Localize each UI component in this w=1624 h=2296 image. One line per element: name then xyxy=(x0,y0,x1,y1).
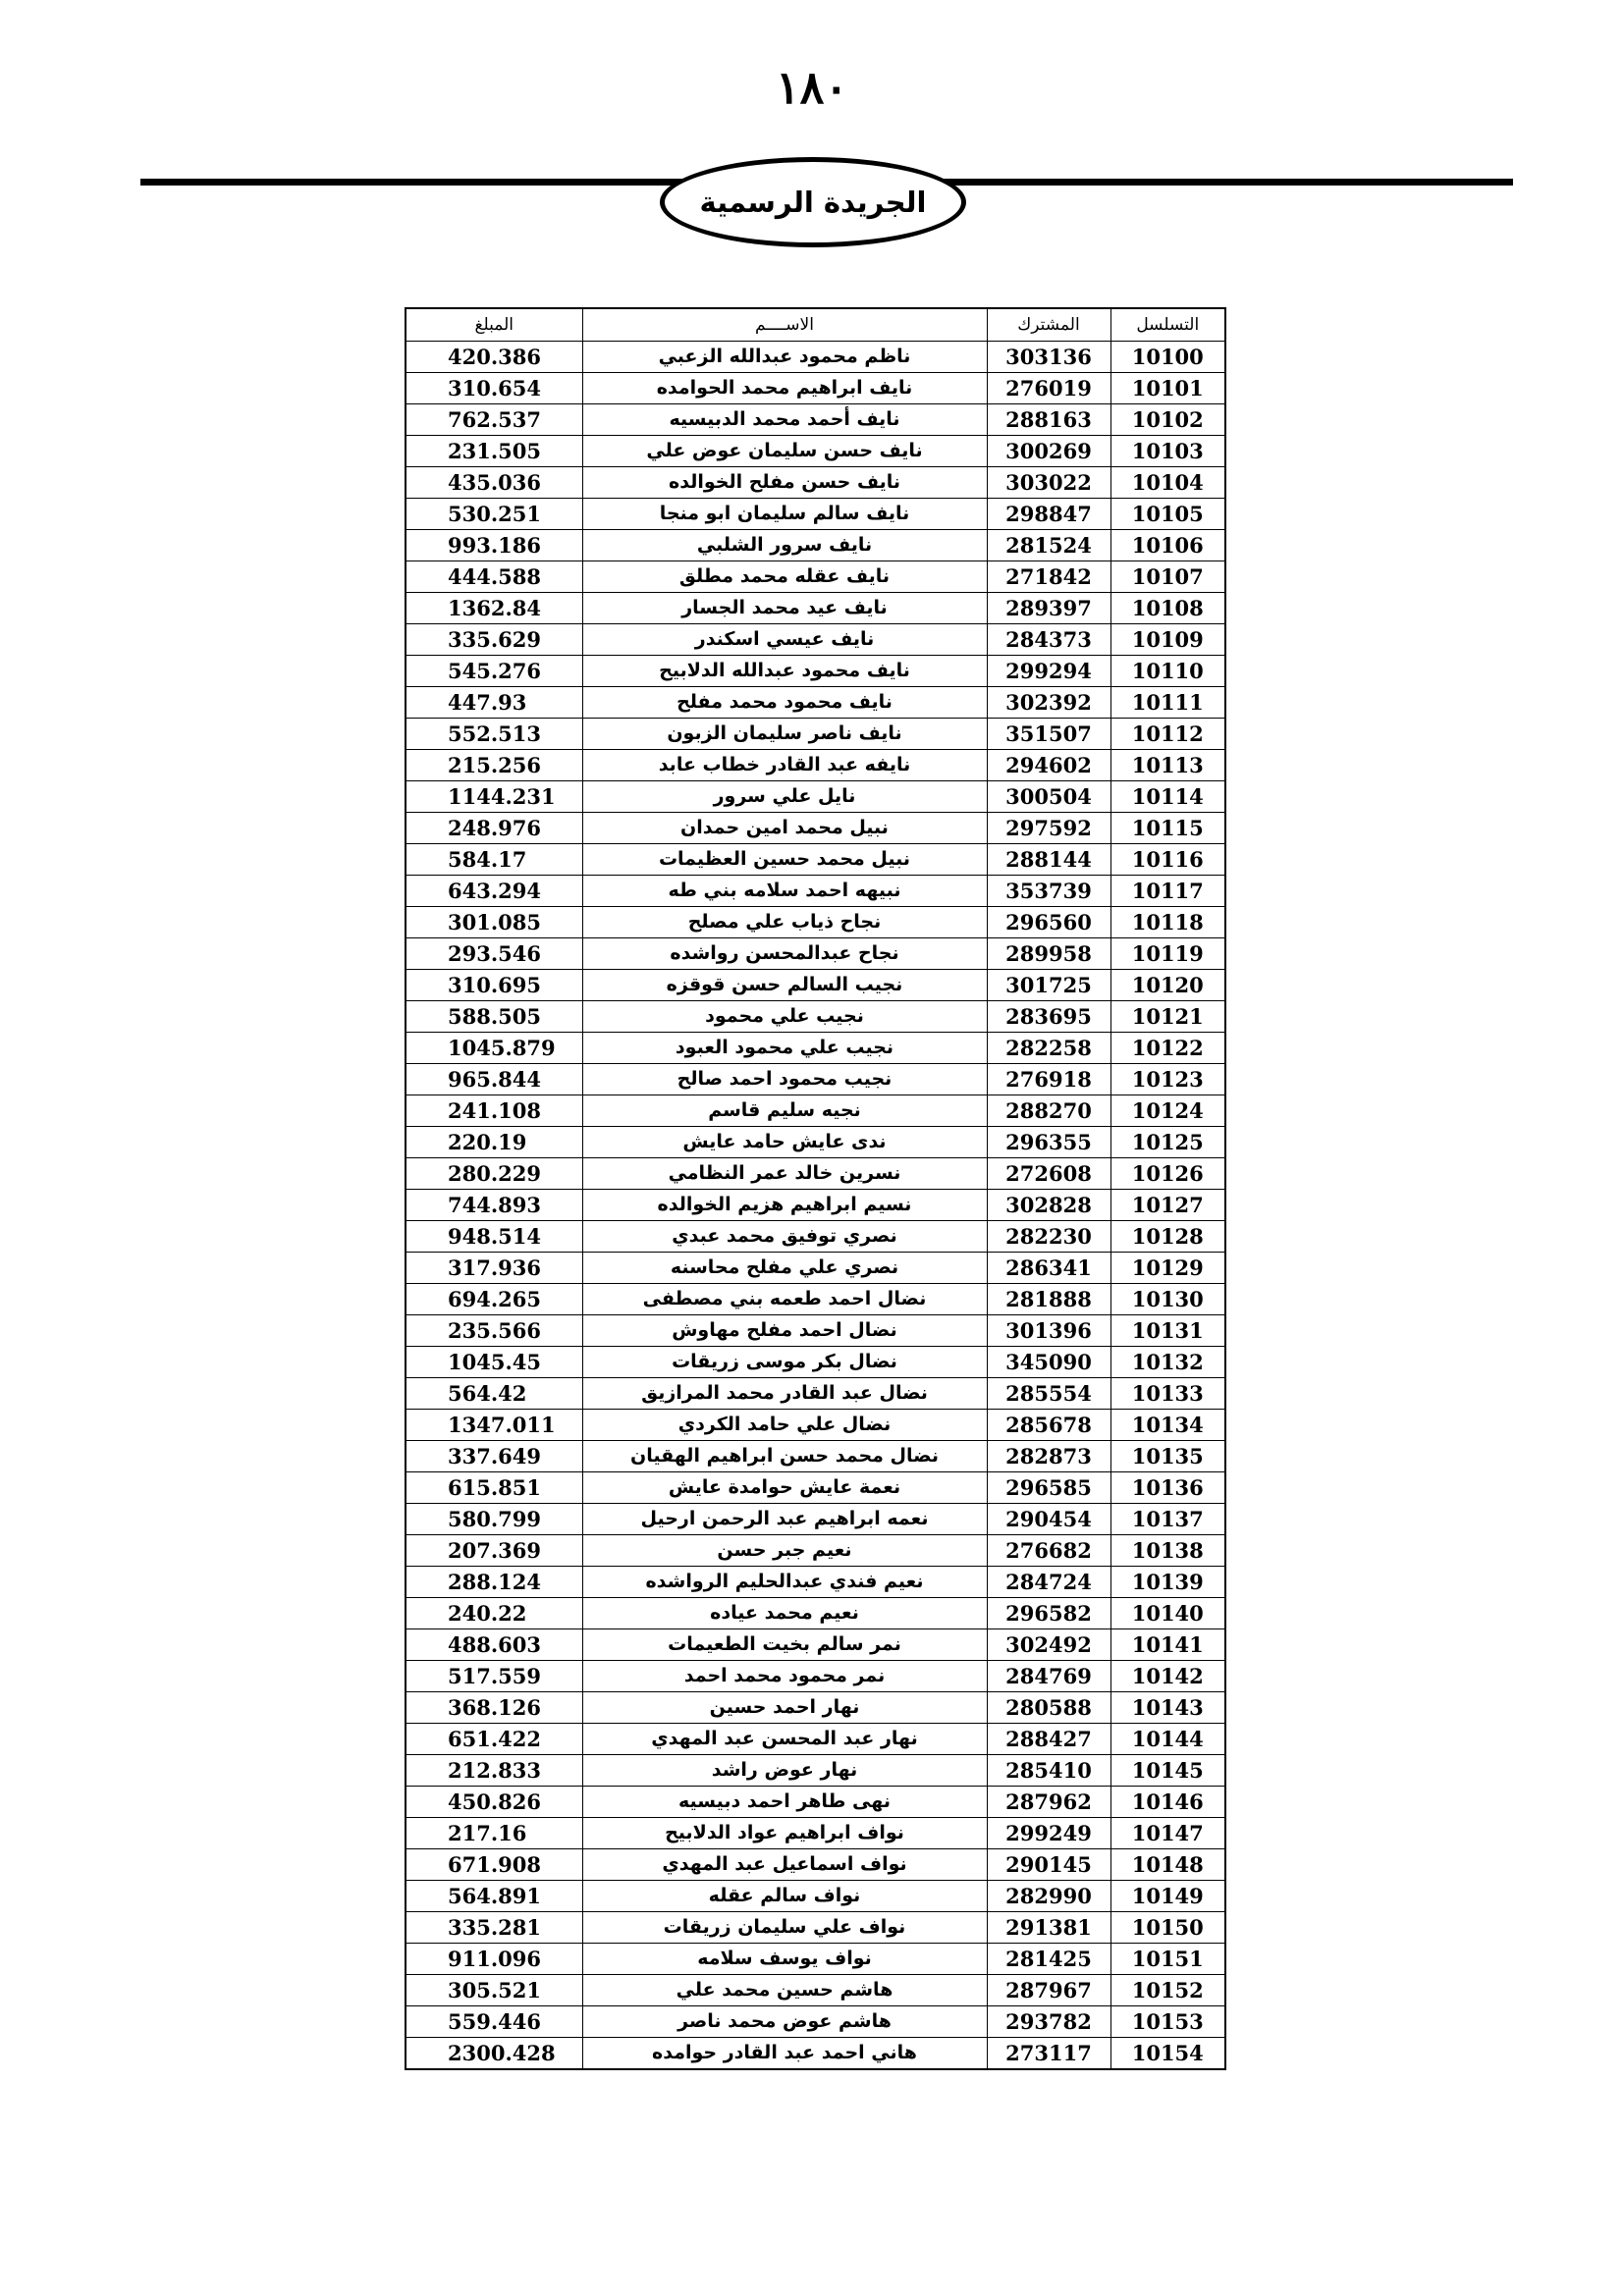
table-row xyxy=(406,1567,1225,1598)
header-subscriber: المشترك xyxy=(987,308,1110,342)
cell-amount: 248.976 xyxy=(406,813,582,844)
cell-name: نهار عوض راشد xyxy=(582,1755,987,1787)
cell-serial: 10124 xyxy=(1110,1095,1225,1127)
cell-amount: 564.891 xyxy=(406,1881,582,1912)
cell-name: نايف ابراهيم محمد الحوامده xyxy=(582,373,987,404)
cell-serial: 10147 xyxy=(1110,1818,1225,1849)
cell-name: نسرين خالد عمر النظامي xyxy=(582,1158,987,1190)
cell-amount: 305.521 xyxy=(406,1975,582,2006)
cell-subscriber: 296585 xyxy=(987,1472,1110,1504)
cell-name: نايف ناصر سليمان الزبون xyxy=(582,719,987,750)
cell-name: نايف محمود محمد مفلح xyxy=(582,687,987,719)
table-row xyxy=(406,1881,1225,1912)
table-header-row xyxy=(406,308,1225,342)
table-row xyxy=(406,876,1225,907)
cell-amount: 545.276 xyxy=(406,656,582,687)
cell-serial: 10142 xyxy=(1110,1661,1225,1692)
cell-serial: 10104 xyxy=(1110,467,1225,499)
table-row xyxy=(406,436,1225,467)
cell-amount: 580.799 xyxy=(406,1504,582,1535)
cell-subscriber: 299249 xyxy=(987,1818,1110,1849)
header-name: الاســــم xyxy=(582,308,987,342)
cell-name: نضال علي حامد الكردي xyxy=(582,1410,987,1441)
cell-serial: 10148 xyxy=(1110,1849,1225,1881)
cell-name: نبيهه احمد سلامه بني طه xyxy=(582,876,987,907)
table-row xyxy=(406,1158,1225,1190)
cell-name: نهار احمد حسين xyxy=(582,1692,987,1724)
cell-name: نهى طاهر احمد دبيسيه xyxy=(582,1787,987,1818)
cell-name: نبيل محمد حسين العظيمات xyxy=(582,844,987,876)
table-row xyxy=(406,1410,1225,1441)
cell-serial: 10112 xyxy=(1110,719,1225,750)
cell-serial: 10135 xyxy=(1110,1441,1225,1472)
cell-amount: 241.108 xyxy=(406,1095,582,1127)
cell-serial: 10106 xyxy=(1110,530,1225,561)
cell-subscriber: 288270 xyxy=(987,1095,1110,1127)
cell-name: نسيم ابراهيم هزيم الخوالده xyxy=(582,1190,987,1221)
cell-subscriber: 301396 xyxy=(987,1315,1110,1347)
cell-serial: 10152 xyxy=(1110,1975,1225,2006)
table-row xyxy=(406,938,1225,970)
table-row xyxy=(406,1033,1225,1064)
cell-subscriber: 353739 xyxy=(987,876,1110,907)
cell-serial: 10144 xyxy=(1110,1724,1225,1755)
cell-serial: 10119 xyxy=(1110,938,1225,970)
cell-amount: 450.826 xyxy=(406,1787,582,1818)
cell-subscriber: 276019 xyxy=(987,373,1110,404)
cell-subscriber: 286341 xyxy=(987,1253,1110,1284)
cell-amount: 337.649 xyxy=(406,1441,582,1472)
table-row xyxy=(406,1127,1225,1158)
table-row xyxy=(406,1378,1225,1410)
table-row xyxy=(406,1975,1225,2006)
cell-name: نضال بكر موسى زريقات xyxy=(582,1347,987,1378)
cell-name: نجيب علي محمود xyxy=(582,1001,987,1033)
cell-subscriber: 287967 xyxy=(987,1975,1110,2006)
cell-amount: 1347.011 xyxy=(406,1410,582,1441)
cell-serial: 10103 xyxy=(1110,436,1225,467)
cell-name: نعيم محمد عياده xyxy=(582,1598,987,1629)
cell-amount: 235.566 xyxy=(406,1315,582,1347)
cell-amount: 1045.879 xyxy=(406,1033,582,1064)
cell-amount: 335.629 xyxy=(406,624,582,656)
table-row xyxy=(406,404,1225,436)
table-row xyxy=(406,624,1225,656)
cell-amount: 310.654 xyxy=(406,373,582,404)
cell-subscriber: 293782 xyxy=(987,2006,1110,2038)
cell-name: نمر محمود محمد احمد xyxy=(582,1661,987,1692)
cell-amount: 420.386 xyxy=(406,342,582,373)
cell-amount: 615.851 xyxy=(406,1472,582,1504)
cell-subscriber: 290145 xyxy=(987,1849,1110,1881)
cell-amount: 694.265 xyxy=(406,1284,582,1315)
cell-amount: 643.294 xyxy=(406,876,582,907)
table-row xyxy=(406,970,1225,1001)
table-row xyxy=(406,467,1225,499)
table-row xyxy=(406,2038,1225,2070)
cell-subscriber: 285554 xyxy=(987,1378,1110,1410)
table-row xyxy=(406,1912,1225,1944)
cell-subscriber: 284769 xyxy=(987,1661,1110,1692)
header-title-oval xyxy=(660,157,966,247)
cell-subscriber: 289958 xyxy=(987,938,1110,970)
table-row xyxy=(406,1253,1225,1284)
cell-amount: 435.036 xyxy=(406,467,582,499)
cell-name: نجيه سليم قاسم xyxy=(582,1095,987,1127)
cell-serial: 10122 xyxy=(1110,1033,1225,1064)
cell-serial: 10141 xyxy=(1110,1629,1225,1661)
table-row xyxy=(406,1284,1225,1315)
table-row xyxy=(406,781,1225,813)
cell-subscriber: 303136 xyxy=(987,342,1110,373)
cell-amount: 948.514 xyxy=(406,1221,582,1253)
cell-name: نعيم فندي عبدالحليم الرواشده xyxy=(582,1567,987,1598)
cell-subscriber: 283695 xyxy=(987,1001,1110,1033)
cell-amount: 220.19 xyxy=(406,1127,582,1158)
table-row xyxy=(406,1787,1225,1818)
cell-serial: 10130 xyxy=(1110,1284,1225,1315)
payments-table-container xyxy=(405,307,1224,2070)
cell-amount: 335.281 xyxy=(406,1912,582,1944)
cell-name: نايف عيد محمد الجسار xyxy=(582,593,987,624)
cell-serial: 10108 xyxy=(1110,593,1225,624)
cell-amount: 301.085 xyxy=(406,907,582,938)
cell-name: نضال احمد طعمه بني مصطفى xyxy=(582,1284,987,1315)
cell-name: نضال احمد مفلح مهاوش xyxy=(582,1315,987,1347)
cell-amount: 217.16 xyxy=(406,1818,582,1849)
cell-name: نبيل محمد امين حمدان xyxy=(582,813,987,844)
cell-name: نمر سالم بخيت الطعيمات xyxy=(582,1629,987,1661)
cell-subscriber: 296560 xyxy=(987,907,1110,938)
table-row xyxy=(406,1095,1225,1127)
cell-amount: 762.537 xyxy=(406,404,582,436)
table-row xyxy=(406,530,1225,561)
table-row xyxy=(406,1441,1225,1472)
header-title: الجريدة الرسمية xyxy=(699,186,927,219)
cell-amount: 207.369 xyxy=(406,1535,582,1567)
cell-serial: 10145 xyxy=(1110,1755,1225,1787)
cell-serial: 10115 xyxy=(1110,813,1225,844)
cell-serial: 10118 xyxy=(1110,907,1225,938)
cell-amount: 2300.428 xyxy=(406,2038,582,2070)
cell-subscriber: 288144 xyxy=(987,844,1110,876)
cell-subscriber: 276682 xyxy=(987,1535,1110,1567)
cell-serial: 10100 xyxy=(1110,342,1225,373)
cell-serial: 10116 xyxy=(1110,844,1225,876)
cell-amount: 993.186 xyxy=(406,530,582,561)
table-row xyxy=(406,373,1225,404)
cell-subscriber: 282990 xyxy=(987,1881,1110,1912)
table-row xyxy=(406,750,1225,781)
cell-name: نصري علي مفلح محاسنه xyxy=(582,1253,987,1284)
cell-subscriber: 271842 xyxy=(987,561,1110,593)
cell-amount: 231.505 xyxy=(406,436,582,467)
cell-serial: 10139 xyxy=(1110,1567,1225,1598)
cell-name: نواف علي سليمان زريقات xyxy=(582,1912,987,1944)
header-amount: المبلغ xyxy=(406,308,582,342)
table-row xyxy=(406,1692,1225,1724)
table-row xyxy=(406,907,1225,938)
cell-subscriber: 288427 xyxy=(987,1724,1110,1755)
cell-amount: 212.833 xyxy=(406,1755,582,1787)
table-row xyxy=(406,1535,1225,1567)
cell-name: نايف حسن سليمان عوض علي xyxy=(582,436,987,467)
table-row xyxy=(406,1629,1225,1661)
cell-amount: 447.93 xyxy=(406,687,582,719)
cell-amount: 564.42 xyxy=(406,1378,582,1410)
cell-serial: 10120 xyxy=(1110,970,1225,1001)
cell-subscriber: 296582 xyxy=(987,1598,1110,1629)
cell-serial: 10132 xyxy=(1110,1347,1225,1378)
cell-amount: 559.446 xyxy=(406,2006,582,2038)
cell-subscriber: 351507 xyxy=(987,719,1110,750)
table-row xyxy=(406,1598,1225,1629)
cell-name: نعمة عايش حوامدة عايش xyxy=(582,1472,987,1504)
cell-name: نجاح ذياب علي مصلح xyxy=(582,907,987,938)
cell-subscriber: 298847 xyxy=(987,499,1110,530)
cell-serial: 10110 xyxy=(1110,656,1225,687)
cell-subscriber: 289397 xyxy=(987,593,1110,624)
cell-subscriber: 300269 xyxy=(987,436,1110,467)
cell-name: نعيم جبر حسن xyxy=(582,1535,987,1567)
table-row xyxy=(406,1944,1225,1975)
cell-amount: 488.603 xyxy=(406,1629,582,1661)
cell-amount: 584.17 xyxy=(406,844,582,876)
cell-serial: 10114 xyxy=(1110,781,1225,813)
cell-name: نواف ابراهيم عواد الدلابيح xyxy=(582,1818,987,1849)
cell-amount: 1045.45 xyxy=(406,1347,582,1378)
cell-subscriber: 294602 xyxy=(987,750,1110,781)
cell-name: هاني احمد عبد القادر حوامده xyxy=(582,2038,987,2070)
table-row xyxy=(406,1504,1225,1535)
cell-serial: 10133 xyxy=(1110,1378,1225,1410)
cell-serial: 10105 xyxy=(1110,499,1225,530)
table-row xyxy=(406,844,1225,876)
header-serial: التسلسل xyxy=(1110,308,1225,342)
cell-amount: 671.908 xyxy=(406,1849,582,1881)
cell-subscriber: 273117 xyxy=(987,2038,1110,2070)
table-row xyxy=(406,1315,1225,1347)
table-row xyxy=(406,656,1225,687)
cell-amount: 651.422 xyxy=(406,1724,582,1755)
cell-serial: 10134 xyxy=(1110,1410,1225,1441)
table-row xyxy=(406,593,1225,624)
table-row xyxy=(406,561,1225,593)
cell-serial: 10153 xyxy=(1110,2006,1225,2038)
cell-name: نايف عقله محمد مطلق xyxy=(582,561,987,593)
table-row xyxy=(406,1190,1225,1221)
cell-amount: 965.844 xyxy=(406,1064,582,1095)
cell-serial: 10102 xyxy=(1110,404,1225,436)
cell-name: ناظم محمود عبدالله الزعبي xyxy=(582,342,987,373)
cell-name: ندى عايش حامد عايش xyxy=(582,1127,987,1158)
cell-name: نجاح عبدالمحسن رواشده xyxy=(582,938,987,970)
cell-name: نايف أحمد محمد الدبيسيه xyxy=(582,404,987,436)
cell-name: نعمه ابراهيم عبد الرحمن ارحيل xyxy=(582,1504,987,1535)
cell-subscriber: 299294 xyxy=(987,656,1110,687)
table-row xyxy=(406,1472,1225,1504)
cell-serial: 10129 xyxy=(1110,1253,1225,1284)
cell-amount: 368.126 xyxy=(406,1692,582,1724)
cell-name: نضال عبد القادر محمد المرازيق xyxy=(582,1378,987,1410)
cell-serial: 10111 xyxy=(1110,687,1225,719)
cell-name: نايفه عبد القادر خطاب عابد xyxy=(582,750,987,781)
cell-serial: 10113 xyxy=(1110,750,1225,781)
cell-serial: 10128 xyxy=(1110,1221,1225,1253)
cell-subscriber: 281425 xyxy=(987,1944,1110,1975)
cell-amount: 293.546 xyxy=(406,938,582,970)
cell-subscriber: 296355 xyxy=(987,1127,1110,1158)
cell-subscriber: 284373 xyxy=(987,624,1110,656)
cell-subscriber: 302392 xyxy=(987,687,1110,719)
cell-name: نصري توفيق محمد عبدي xyxy=(582,1221,987,1253)
cell-amount: 280.229 xyxy=(406,1158,582,1190)
cell-amount: 530.251 xyxy=(406,499,582,530)
table-row xyxy=(406,813,1225,844)
cell-name: نجيب محمود احمد صالح xyxy=(582,1064,987,1095)
cell-amount: 1362.84 xyxy=(406,593,582,624)
cell-amount: 1144.231 xyxy=(406,781,582,813)
cell-subscriber: 297592 xyxy=(987,813,1110,844)
cell-name: نايل علي سرور xyxy=(582,781,987,813)
cell-serial: 10126 xyxy=(1110,1158,1225,1190)
cell-name: نايف حسن مفلح الخوالده xyxy=(582,467,987,499)
cell-subscriber: 302828 xyxy=(987,1190,1110,1221)
cell-serial: 10127 xyxy=(1110,1190,1225,1221)
cell-amount: 444.588 xyxy=(406,561,582,593)
page-number: ١٨٠ xyxy=(775,61,849,114)
cell-subscriber: 276918 xyxy=(987,1064,1110,1095)
cell-serial: 10123 xyxy=(1110,1064,1225,1095)
cell-name: نجيب علي محمود العبود xyxy=(582,1033,987,1064)
cell-name: نجيب السالم حسن قوقزه xyxy=(582,970,987,1001)
cell-amount: 911.096 xyxy=(406,1944,582,1975)
cell-subscriber: 287962 xyxy=(987,1787,1110,1818)
table-row xyxy=(406,1001,1225,1033)
cell-serial: 10146 xyxy=(1110,1787,1225,1818)
cell-name: نهار عبد المحسن عبد المهدي xyxy=(582,1724,987,1755)
cell-serial: 10107 xyxy=(1110,561,1225,593)
table-row xyxy=(406,1755,1225,1787)
cell-serial: 10109 xyxy=(1110,624,1225,656)
cell-serial: 10143 xyxy=(1110,1692,1225,1724)
cell-subscriber: 290454 xyxy=(987,1504,1110,1535)
cell-subscriber: 284724 xyxy=(987,1567,1110,1598)
cell-subscriber: 300504 xyxy=(987,781,1110,813)
cell-amount: 552.513 xyxy=(406,719,582,750)
cell-serial: 10154 xyxy=(1110,2038,1225,2070)
payments-table xyxy=(405,307,1226,2070)
cell-name: نواف سالم عقله xyxy=(582,1881,987,1912)
cell-amount: 310.695 xyxy=(406,970,582,1001)
cell-serial: 10137 xyxy=(1110,1504,1225,1535)
cell-amount: 288.124 xyxy=(406,1567,582,1598)
table-row xyxy=(406,719,1225,750)
cell-serial: 10101 xyxy=(1110,373,1225,404)
cell-serial: 10121 xyxy=(1110,1001,1225,1033)
cell-serial: 10117 xyxy=(1110,876,1225,907)
cell-subscriber: 272608 xyxy=(987,1158,1110,1190)
table-row xyxy=(406,1221,1225,1253)
cell-name: هاشم حسين محمد علي xyxy=(582,1975,987,2006)
cell-subscriber: 282258 xyxy=(987,1033,1110,1064)
table-row xyxy=(406,687,1225,719)
cell-subscriber: 285410 xyxy=(987,1755,1110,1787)
cell-name: نواف اسماعيل عبد المهدي xyxy=(582,1849,987,1881)
cell-subscriber: 282230 xyxy=(987,1221,1110,1253)
cell-name: نايف عيسي اسكندر xyxy=(582,624,987,656)
cell-amount: 317.936 xyxy=(406,1253,582,1284)
cell-subscriber: 285678 xyxy=(987,1410,1110,1441)
cell-subscriber: 345090 xyxy=(987,1347,1110,1378)
cell-serial: 10136 xyxy=(1110,1472,1225,1504)
cell-name: نايف محمود عبدالله الدلابيح xyxy=(582,656,987,687)
cell-amount: 240.22 xyxy=(406,1598,582,1629)
cell-name: نايف سرور الشلبي xyxy=(582,530,987,561)
cell-name: هاشم عوض محمد ناصر xyxy=(582,2006,987,2038)
table-body xyxy=(406,342,1225,2070)
table-row xyxy=(406,499,1225,530)
cell-name: نضال محمد حسن ابراهيم الهقيان xyxy=(582,1441,987,1472)
cell-name: نواف يوسف سلامه xyxy=(582,1944,987,1975)
table-row xyxy=(406,1661,1225,1692)
table-row xyxy=(406,1347,1225,1378)
table-row xyxy=(406,2006,1225,2038)
cell-serial: 10149 xyxy=(1110,1881,1225,1912)
table-row xyxy=(406,342,1225,373)
cell-subscriber: 282873 xyxy=(987,1441,1110,1472)
table-row xyxy=(406,1849,1225,1881)
table-row xyxy=(406,1724,1225,1755)
cell-subscriber: 301725 xyxy=(987,970,1110,1001)
cell-serial: 10125 xyxy=(1110,1127,1225,1158)
table-row xyxy=(406,1064,1225,1095)
cell-serial: 10131 xyxy=(1110,1315,1225,1347)
cell-amount: 215.256 xyxy=(406,750,582,781)
cell-subscriber: 281524 xyxy=(987,530,1110,561)
cell-amount: 588.505 xyxy=(406,1001,582,1033)
cell-serial: 10151 xyxy=(1110,1944,1225,1975)
table-row xyxy=(406,1818,1225,1849)
cell-subscriber: 302492 xyxy=(987,1629,1110,1661)
cell-amount: 517.559 xyxy=(406,1661,582,1692)
cell-serial: 10138 xyxy=(1110,1535,1225,1567)
cell-subscriber: 303022 xyxy=(987,467,1110,499)
cell-name: نايف سالم سليمان ابو منجا xyxy=(582,499,987,530)
cell-subscriber: 280588 xyxy=(987,1692,1110,1724)
cell-subscriber: 291381 xyxy=(987,1912,1110,1944)
cell-subscriber: 288163 xyxy=(987,404,1110,436)
cell-serial: 10150 xyxy=(1110,1912,1225,1944)
cell-amount: 744.893 xyxy=(406,1190,582,1221)
cell-serial: 10140 xyxy=(1110,1598,1225,1629)
cell-subscriber: 281888 xyxy=(987,1284,1110,1315)
